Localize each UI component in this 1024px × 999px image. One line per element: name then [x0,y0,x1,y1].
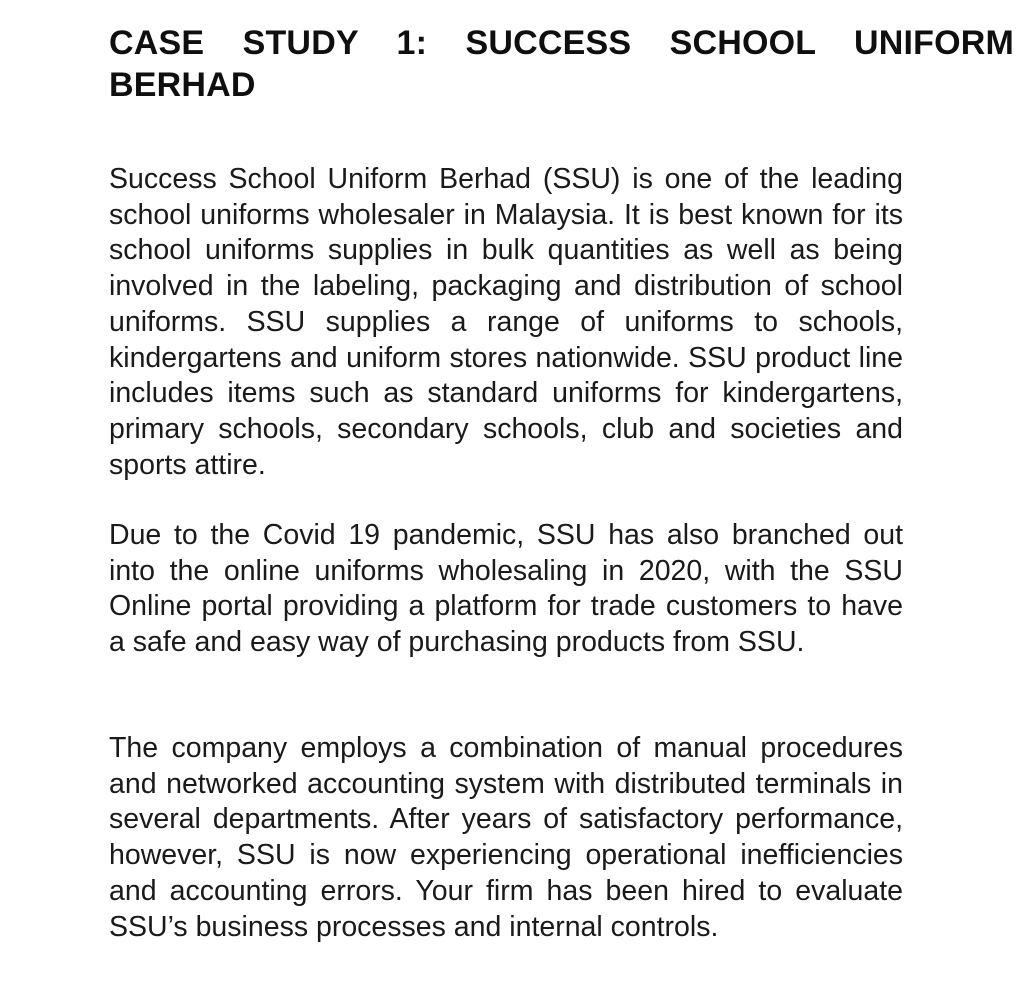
paragraph-engagement-context: The company employs a combination of manual procedures and networked accounting system with distributed terminals in several departments. After years of satisfactory performance, however, SSU is now experiencing operational inefficiencies and accounting errors. Your firm has been hired to evaluate SSU’s business processes and internal controls. [109,732,903,943]
case-study-title: CASE STUDY 1: SUCCESS SCHOOL UNIFORM BERHAD [109,24,1014,104]
paragraph-online-expansion: Due to the Covid 19 pandemic, SSU has also branched out into the online uniforms wholesaling in 2020, with the SSU Online portal providing a platform for trade customers to have a safe and easy way of purchasing products from SSU. [109,519,903,659]
paragraph-company-overview: Success School Uniform Berhad (SSU) is one of the leading school uniforms wholesaler in Malaysia. It is best known for its school uniforms supplies in bulk quantities as well as being involved in the labeling, packaging and distribution of school uniforms. SSU supplies a range of uniforms to schools, kindergartens and uniform stores nationwide. SSU product line includes items such as standard uniforms for kindergartens, primary schools, secondary schools, club and societies and sports attire. [109,163,903,481]
